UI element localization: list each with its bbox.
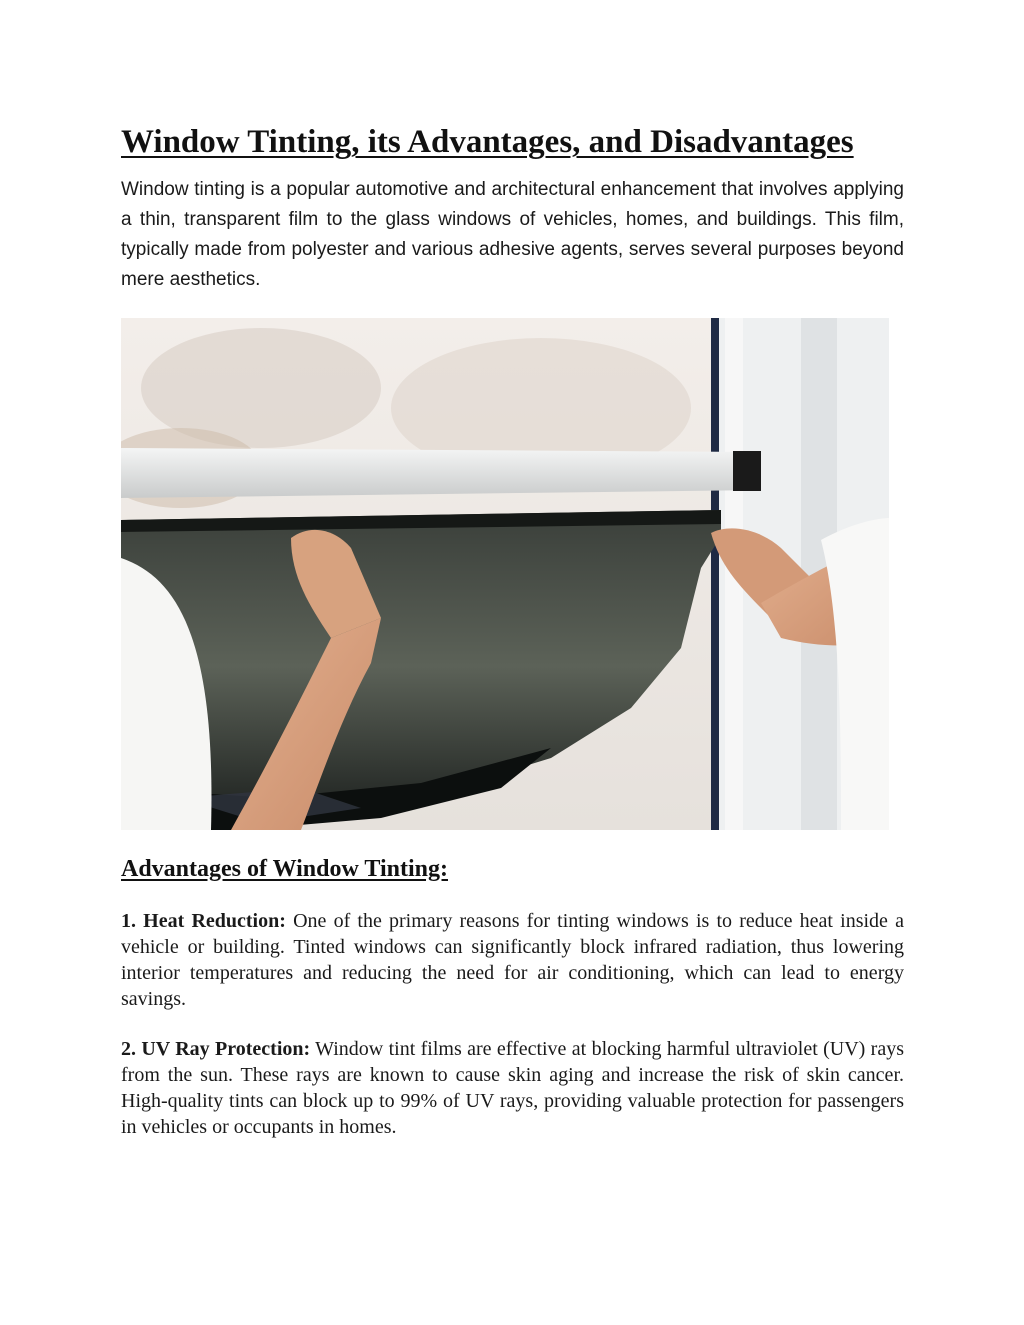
page-title: Window Tinting, its Advantages, and Disadvantages (121, 124, 854, 160)
advantage-text: One of the primary reasons for tinting windows is to reduce heat inside a vehicle or building. Tinted windows can significantly block infrared radiation, thus lowering interior temperatures and reducing the need for air conditioning, which can lead to energy savings. (121, 910, 904, 1010)
advantages-heading: Advantages of Window Tinting: (121, 856, 448, 882)
advantage-item-heat-reduction (121, 908, 904, 1012)
advantage-label: 2. UV Ray Protection: (121, 1038, 311, 1060)
advantage-label: 1. Heat Reduction: (121, 910, 286, 932)
advantage-item-uv-protection (121, 1036, 904, 1140)
advantage-text: Window tint films are effective at blocking harmful ultraviolet (UV) rays from the sun. These rays are known to cause skin aging and increase the risk of skin cancer. High-quality tints can block up to 99% of UV rays, providing valuable protection for passengers in vehicles or occupants in homes. (121, 1038, 904, 1138)
intro-paragraph: Window tinting is a popular automotive and architectural enhancement that involves applying a thin, transparent film to the glass windows of vehicles, homes, and buildings. This film, typically made from polyester and various adhesive agents, serves several purposes beyond mere aesthetics. (121, 179, 904, 290)
window-tinting-photo (121, 318, 889, 830)
